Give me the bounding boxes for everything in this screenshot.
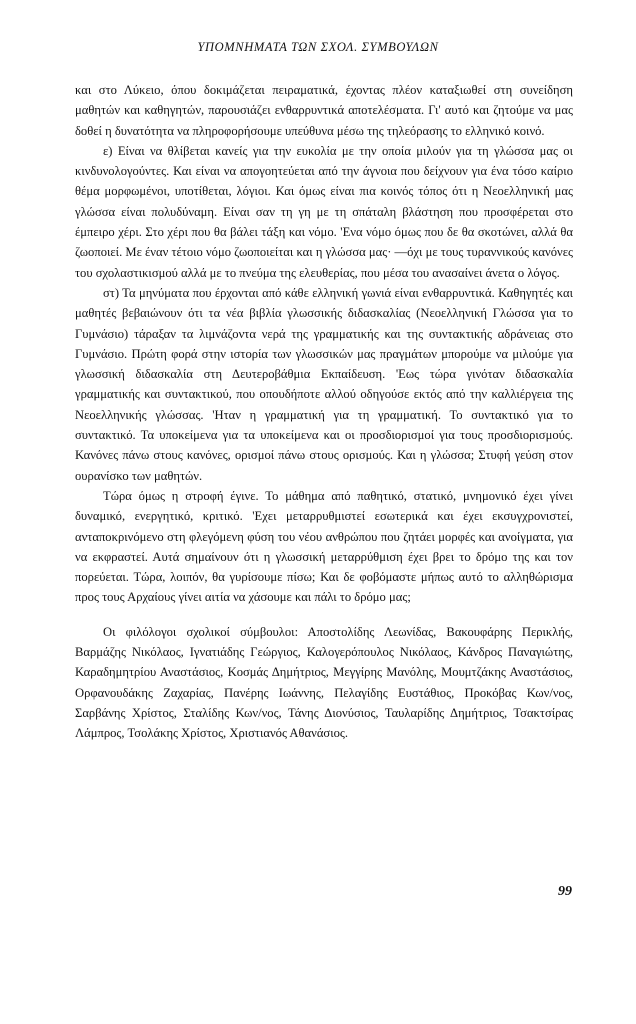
page-number: 99 [558, 884, 572, 899]
paragraph-continuation: και στο Λύκειο, όπου δοκιμάζεται πειραματικά, έχοντας πλέον καταξιωθεί στη συνείδηση μαθητών και καθηγητών, παρουσιάζει ενθαρρυντικά αποτελέσματα. Γι' αυτό και ζητούμε να μας δοθεί η δυνατότητα να πληροφορήσουμε υπεύθυνα μέσω της τηλεόρασης το ελληνικό κοινό. [75, 83, 573, 138]
paragraph-st: στ) Τα μηνύματα που έρχονται από κάθε ελληνική γωνιά είναι ενθαρρυντικά. Καθηγητές και μαθητές βεβαιώνουν ότι τα νέα βιβλία γλωσσικής διδασκαλίας (Νεοελληνική Γλώσσα για το Γυμνάσιο) τάραξαν τα λιμνάζοντα νερά της γραμματικής και της συντακτικής αδράνειας στο Γυμνάσιο. Πρώτη φορά στην ιστορία των γλωσσικών μας πραγμάτων μπορούμε να μιλούμε για γλωσσική διδασκαλία στη Δευτεροβάθμια Εκπαίδευση. 'Εως τώρα γινόταν διδασκαλία γραμματικής και συντακτικού, που οπουδήποτε αλλού οδηγούσε εκτός από την καλλιέργεια της Νεοελληνικής γλώσσας. 'Ηταν η γραμματική για τη γραμματική. Το συντακτικό για το συντακτικό. Τα υποκείμενα για τα υποκείμενα και οι προσδιορισμοί για τους προσδιορισμούς. Κανόνες πάνω στους κανόνες, ορισμοί πάνω στους ορισμούς. Και η γλώσσα; Στυφή γεύση στον ουρανίσκο των μαθητών. [75, 285, 573, 483]
paragraph-e: ε) Είναι να θλίβεται κανείς για την ευκολία με την οποία μιλούν για τη γλώσσα μας οι κινδυνολογούντες. Και είναι να απογοητεύεται από την άγνοια που δείχνουν για ένα τόσο καίριο θέμα μορφωμένοι, υποτίθεται, λόγιοι. Και όμως είναι πια κοινός τόπος ότι η Νεοελληνική μας γλώσσα είναι πολυδύναμη. Είναι σαν τη γη με τη σπάταλη βλάστηση που προσφέρεται στο έμπειρο χέρι. Στο χέρι που θα βάλει τάξη και νόμο. 'Ενα νόμο όμως που δε θα σκοτώνει, αλλά θα ζωοποιεί. Με έναν τέτοιο νόμο ζωοποιείται και η γλώσσα μας· —όχι με τους τυραννικούς κανόνες του σχολαστικισμού αλλά με το πνεύμα της ελευθερίας, που μέσα του ανασαίνει άνετα ο λόγος. [75, 143, 573, 280]
body-text [75, 80, 573, 744]
paragraph-now: Τώρα όμως η στροφή έγινε. Το μάθημα από παθητικό, στατικό, μνημονικό έχει γίνει δυναμικό, ενεργητικό, κριτικό. 'Εχει μεταρρυθμιστεί εσωτερικά και έχει εκσυγχρονιστεί, ανταποκρινόμενο στη φλεγόμενη φύση του νέου ανθρώπου που ζητάει μορφές και ανοίγματα, για να εκφραστεί. Αυτά σημαίνουν ότι η γλωσσική μεταρρύθμιση έχει βρει το δρόμο της και τον πορεύεται. Τώρα, λοιπόν, θα γυρίσουμε πίσω; Και δε φοβόμαστε μήπως αυτό το αλληθώρισμα προς τους Αρχαίους γίνει αιτία να χάσουμε και πάλι το δρόμο μας; [75, 488, 573, 605]
signatories-paragraph: Οι φιλόλογοι σχολικοί σύμβουλοι: Αποστολίδης Λεωνίδας, Βακουφάρης Περικλής, Βαρμάζης Νικόλαος, Ιγνατιάδης Γεώργιος, Καλογερόπουλος Νικόλαος, Κάνδρος Παναγιώτης, Καραδημητρίου Αναστάσιος, Κοσμάς Δημήτριος, Μεγγίρης Μανόλης, Μουμτζάκης Αναστάσιος, Ορφανουδάκης Ζαχαρίας, Πανέρης Ιωάννης, Πελαγίδης Ευστάθιος, Προκόβας Κων/νος, Σαρβάνης Χρίστος, Σταλίδης Κων/νος, Τάνης Διονύσιος, Ταυλαρίδης Δημήτριος, Τσακτσίρας Λάμπρος, Τσολάκης Χρίστος, Χριστιανός Αθανάσιος. [75, 624, 573, 741]
paragraph-spacer [75, 608, 573, 622]
running-head: ΥΠΟΜΝΗΜΑΤΑ ΤΩΝ ΣΧΟΛ. ΣΥΜΒΟΥΛΩΝ [197, 40, 439, 54]
